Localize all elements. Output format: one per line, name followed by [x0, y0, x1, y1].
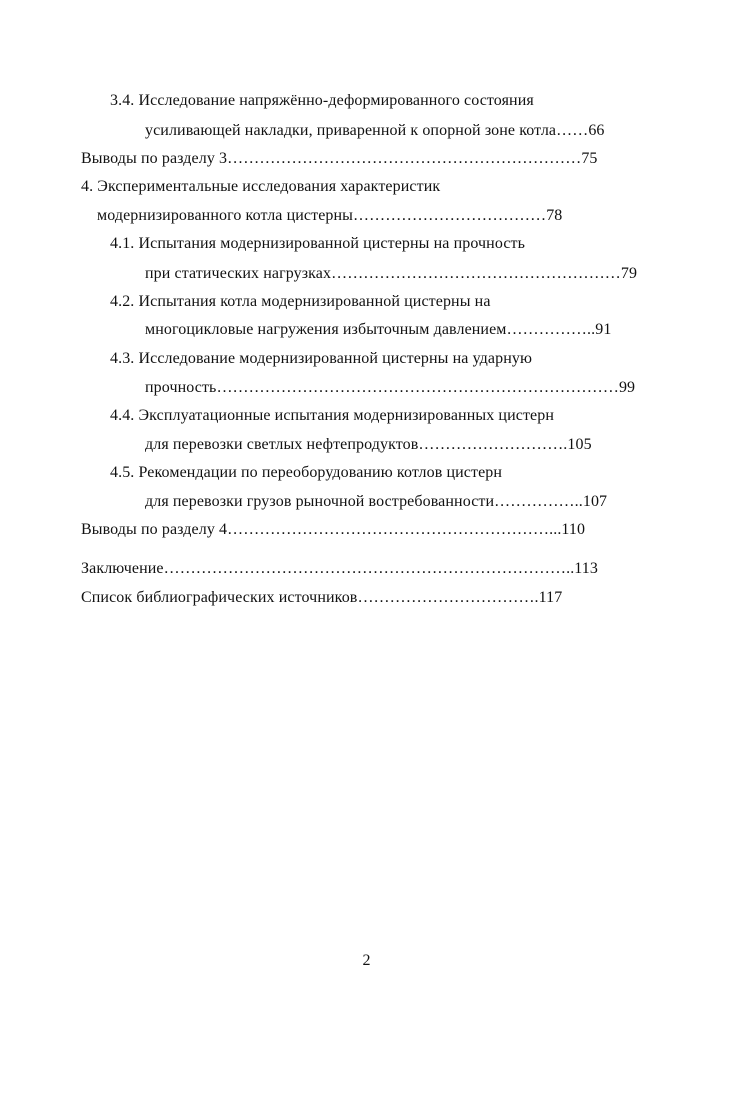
toc-line-4-4-title: 4.4. Эксплуатационные испытания модернизированных цистерн [110, 407, 555, 424]
toc-line-3-4-title: 3.4. Исследование напряжённо-деформированного состояния [110, 92, 534, 109]
toc-line-4-1-title: 4.1. Испытания модернизированной цистерны на прочность [110, 235, 526, 252]
toc-line-4-2-title: 4.2. Испытания котла модернизированной цистерны на [110, 293, 491, 310]
toc-line-4-5-title: 4.5. Рекомендации по переоборудованию котлов цистерн [110, 464, 503, 481]
toc-line-4-1-continued: при статических нагрузках………………………………………………79 [145, 265, 638, 282]
toc-line-4-4-continued: для перевозки светлых нефтепродуктов……………………….105 [145, 436, 592, 453]
toc-line-4-3-title: 4.3. Исследование модернизированной цистерны на ударную [110, 350, 533, 367]
toc-line-bibliography: Список библиографических источников…………………………….117 [81, 589, 563, 606]
toc-line-conclusions-3: Выводы по разделу 3…………………………………………………………75 [81, 150, 598, 167]
toc-line-4-3-continued: прочность…………………………………………………………………99 [145, 379, 636, 396]
toc-line-4-2-continued: многоцикловые нагружения избыточным давлением……………..91 [145, 321, 612, 338]
toc-line-4-5-continued: для перевозки грузов рыночной востребованности……………..107 [145, 493, 608, 510]
page-number: 2 [362, 952, 371, 969]
toc-line-conclusion: Заключение…………………………………………………………………..113 [81, 560, 598, 577]
toc-line-4-title: 4. Экспериментальные исследования характеристик [81, 178, 441, 195]
toc-line-conclusions-4: Выводы по разделу 4……………………………………………………...110 [81, 521, 586, 538]
toc-line-3-4-continued: усиливающей накладки, приваренной к опорной зоне котла……66 [145, 122, 605, 139]
toc-line-4-continued: модернизированного котла цистерны………………………………78 [97, 207, 563, 224]
